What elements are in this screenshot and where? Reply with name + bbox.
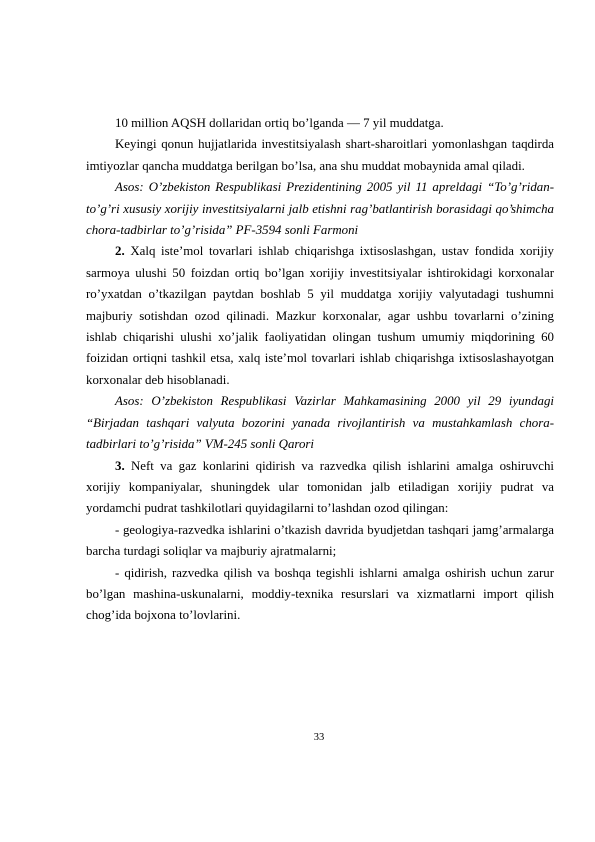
legal-basis-resolution: Asos: O’zbekiston Respublikasi Vazirlar Mahkamasining 2000 yil 29 iyundagi “Birjadan tashqari valyuta bozorini yanada rivojlantirish va mustahkamlash chora-tadbirlari to’g’risida” VM-245 sonli Qarori (86, 394, 554, 452)
item-number: 2. (115, 244, 125, 259)
paragraph-benefits-term: Keyingi qonun hujjatlarida investitsiyalash shart-sharoitlari yomonlashgan taqdirda imtiyozlar qancha muddatga berilgan bo’lsa, ana shu muddat mobaynida amal qiladi. (86, 137, 554, 173)
list-item: - geologiya-razvedka ishlarini o’tkazish davrida byudjetdan tashqari jamg’armalarga barcha turdagi soliqlar va majburiy ajratmalarni; (86, 522, 554, 559)
paragraph-item-2 (86, 241, 554, 391)
legal-basis-decree: Asos: O’zbekiston Respublikasi Prezidentining 2005 yil 11 apreldagi “To’g’ridan-to’g’ri xususiy xorijiy investitsiyalarni jalb etishni rag’batlantirish borasidagi qo’shimcha chora-tadbirlar to’g’risida” PF-3594 sonli Farmoni (86, 180, 554, 238)
item-text: Xalq iste’mol tovarlari ishlab chiqarishga ixtisoslashgan, ustav fondida xorijiy sarmoya ulushi 50 foizdan ortiq bo’lgan xorijiy investitsiyalar ishtirokidagi korxonalar ro’yxatdan o’tkazilgan paytdan boshlab 5 yil muddatga xorijiy valyutadagi tushumni majburiy sotishdan ozod qilinadi. Mazkur korxonalar, agar ushbu tovarlarni o’zining ishlab chiqarishi ulushi xo’jalik faoliyatidan olingan tushum umumiy miqdorining 60 foizidan ortiqni tashkil etsa, xalq iste’mol tovarlari ishlab chiqarishga ixtisoslashayotgan korxonalar deb hisoblanadi. (86, 244, 554, 387)
body-text (86, 113, 554, 627)
list-item: - qidirish, razvedka qilish va boshqa tegishli ishlarni amalga oshirish uchun zarur bo’lgan mashina-uskunalarni, moddiy-texnika resurslari va xizmatlarni import qilish chog’ida bojxona to’lovlarini. (86, 565, 554, 623)
paragraph-tail-line: 10 million AQSH dollaridan ortiq bo’lganda — 7 yil muddatga. (115, 116, 444, 130)
item-number: 3. (115, 458, 125, 473)
page-number: 33 (313, 732, 325, 743)
item-text: Neft va gaz konlarini qidirish va razvedka qilish ishlarini amalga oshiruvchi xorijiy kompaniyalar, shuningdek ular tomonidan jalb etiladigan xorijiy pudrat va yordamchi pudrat tashkilotlari quyidagilarni to’lashdan ozod qilingan: (86, 458, 554, 516)
paragraph-item-3 (86, 456, 554, 520)
